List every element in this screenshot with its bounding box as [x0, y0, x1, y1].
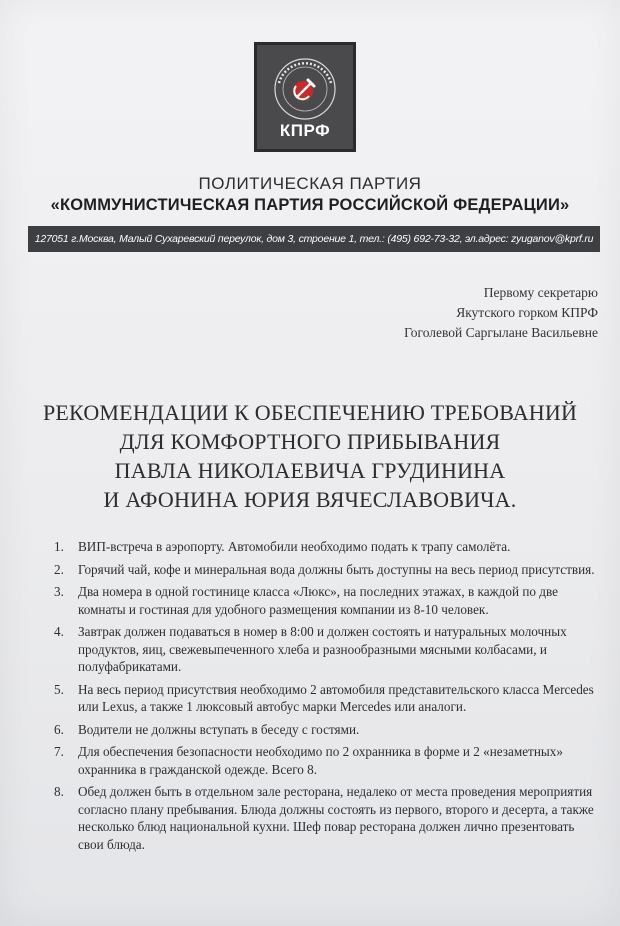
party-type-heading: ПОЛИТИЧЕСКАЯ ПАРТИЯ [198, 174, 422, 193]
item-number: 3. [54, 584, 64, 599]
list-item [54, 783, 598, 853]
item-text: Обед должен быть в отдельном зале ресторана, недалеко от места проведения мероприятия согласно плану пребывания. Блюда должны состоять из первого, второго и десерта, а также несколько блюд национальной кухни. Шеф повар ресторана должен лично презентовать свои блюда. [78, 784, 594, 852]
item-number: 6. [54, 721, 64, 737]
title-line: ПАВЛА НИКОЛАЕВИЧА ГРУДИНИНА [114, 458, 506, 483]
address-bar: 127051 г.Москва, Малый Сухаревский переулок, дом 3, строение 1, тел.: (495) 692-73-32, эл.адрес: zyuganov@kprf.ru [28, 226, 600, 252]
list-item [54, 583, 598, 618]
list-item [54, 538, 598, 556]
item-text: ВИП-встреча в аэропорту. Автомобили необходимо подать к трапу самолёта. [78, 539, 511, 554]
item-text: Завтрак должен подаваться в номер в 8:00 и должен состоять и натуральных молочных продуктов, яиц, свежевыпеченного хлеба и разнообразными мясными колбасами, и полуфабрикатами. [78, 624, 567, 674]
party-name-heading: «КОММУНИСТИЧЕСКАЯ ПАРТИЯ РОССИЙСКОЙ ФЕДЕРАЦИИ» [50, 196, 570, 214]
list-item [54, 623, 598, 676]
item-number: 2. [54, 561, 64, 577]
list-item [54, 561, 598, 579]
title-line: РЕКОМЕНДАЦИИ К ОБЕСПЕЧЕНИЮ ТРЕБОВАНИЙ [42, 400, 578, 425]
item-text: Для обеспечения безопасности необходимо по 2 охранника в форме и 2 «незаметных» охранника в гражданской одежде. Всего 8. [78, 744, 563, 777]
requirements-list [54, 538, 598, 858]
recipient-block [404, 283, 598, 343]
kprf-logo [254, 42, 356, 152]
list-item [54, 743, 598, 778]
item-number: 1. [54, 539, 64, 554]
recipient-line: Первому секретарю [483, 285, 598, 300]
logo-text: КПРФ [279, 121, 331, 140]
item-text: На весь период присутствия необходимо 2 автомобиля представительского класса Mercedes или Lexus, а также 1 люксовый автобус марки Mercedes или аналоги. [78, 681, 594, 714]
item-number: 7. [54, 744, 64, 759]
title-line: ДЛЯ КОМФОРТНОГО ПРИБЫВАНИЯ [119, 429, 501, 454]
item-number: 4. [54, 624, 64, 639]
recipient-line: Гоголевой Саргылане Васильевне [404, 325, 598, 340]
recipient-line: Якутского горком КПРФ [456, 305, 598, 320]
item-text: Водители не должны вступать в беседу с гостями. [78, 721, 360, 737]
item-number: 8. [54, 784, 64, 799]
item-number: 5. [54, 681, 64, 697]
title-line: И АФОНИНА ЮРИЯ ВЯЧЕСЛАВОВИЧА. [103, 487, 517, 512]
document-title [14, 398, 606, 514]
list-item [54, 721, 598, 739]
item-text: Два номера в одной гостинице класса «Люкс», на последних этажах, в каждой по две комнаты и гостиная для удобного размещения компании из 8-10 человек. [78, 584, 558, 617]
list-item [54, 681, 598, 716]
item-text: Горячий чай, кофе и минеральная вода должны быть доступны на весь период присутствия. [78, 561, 595, 577]
